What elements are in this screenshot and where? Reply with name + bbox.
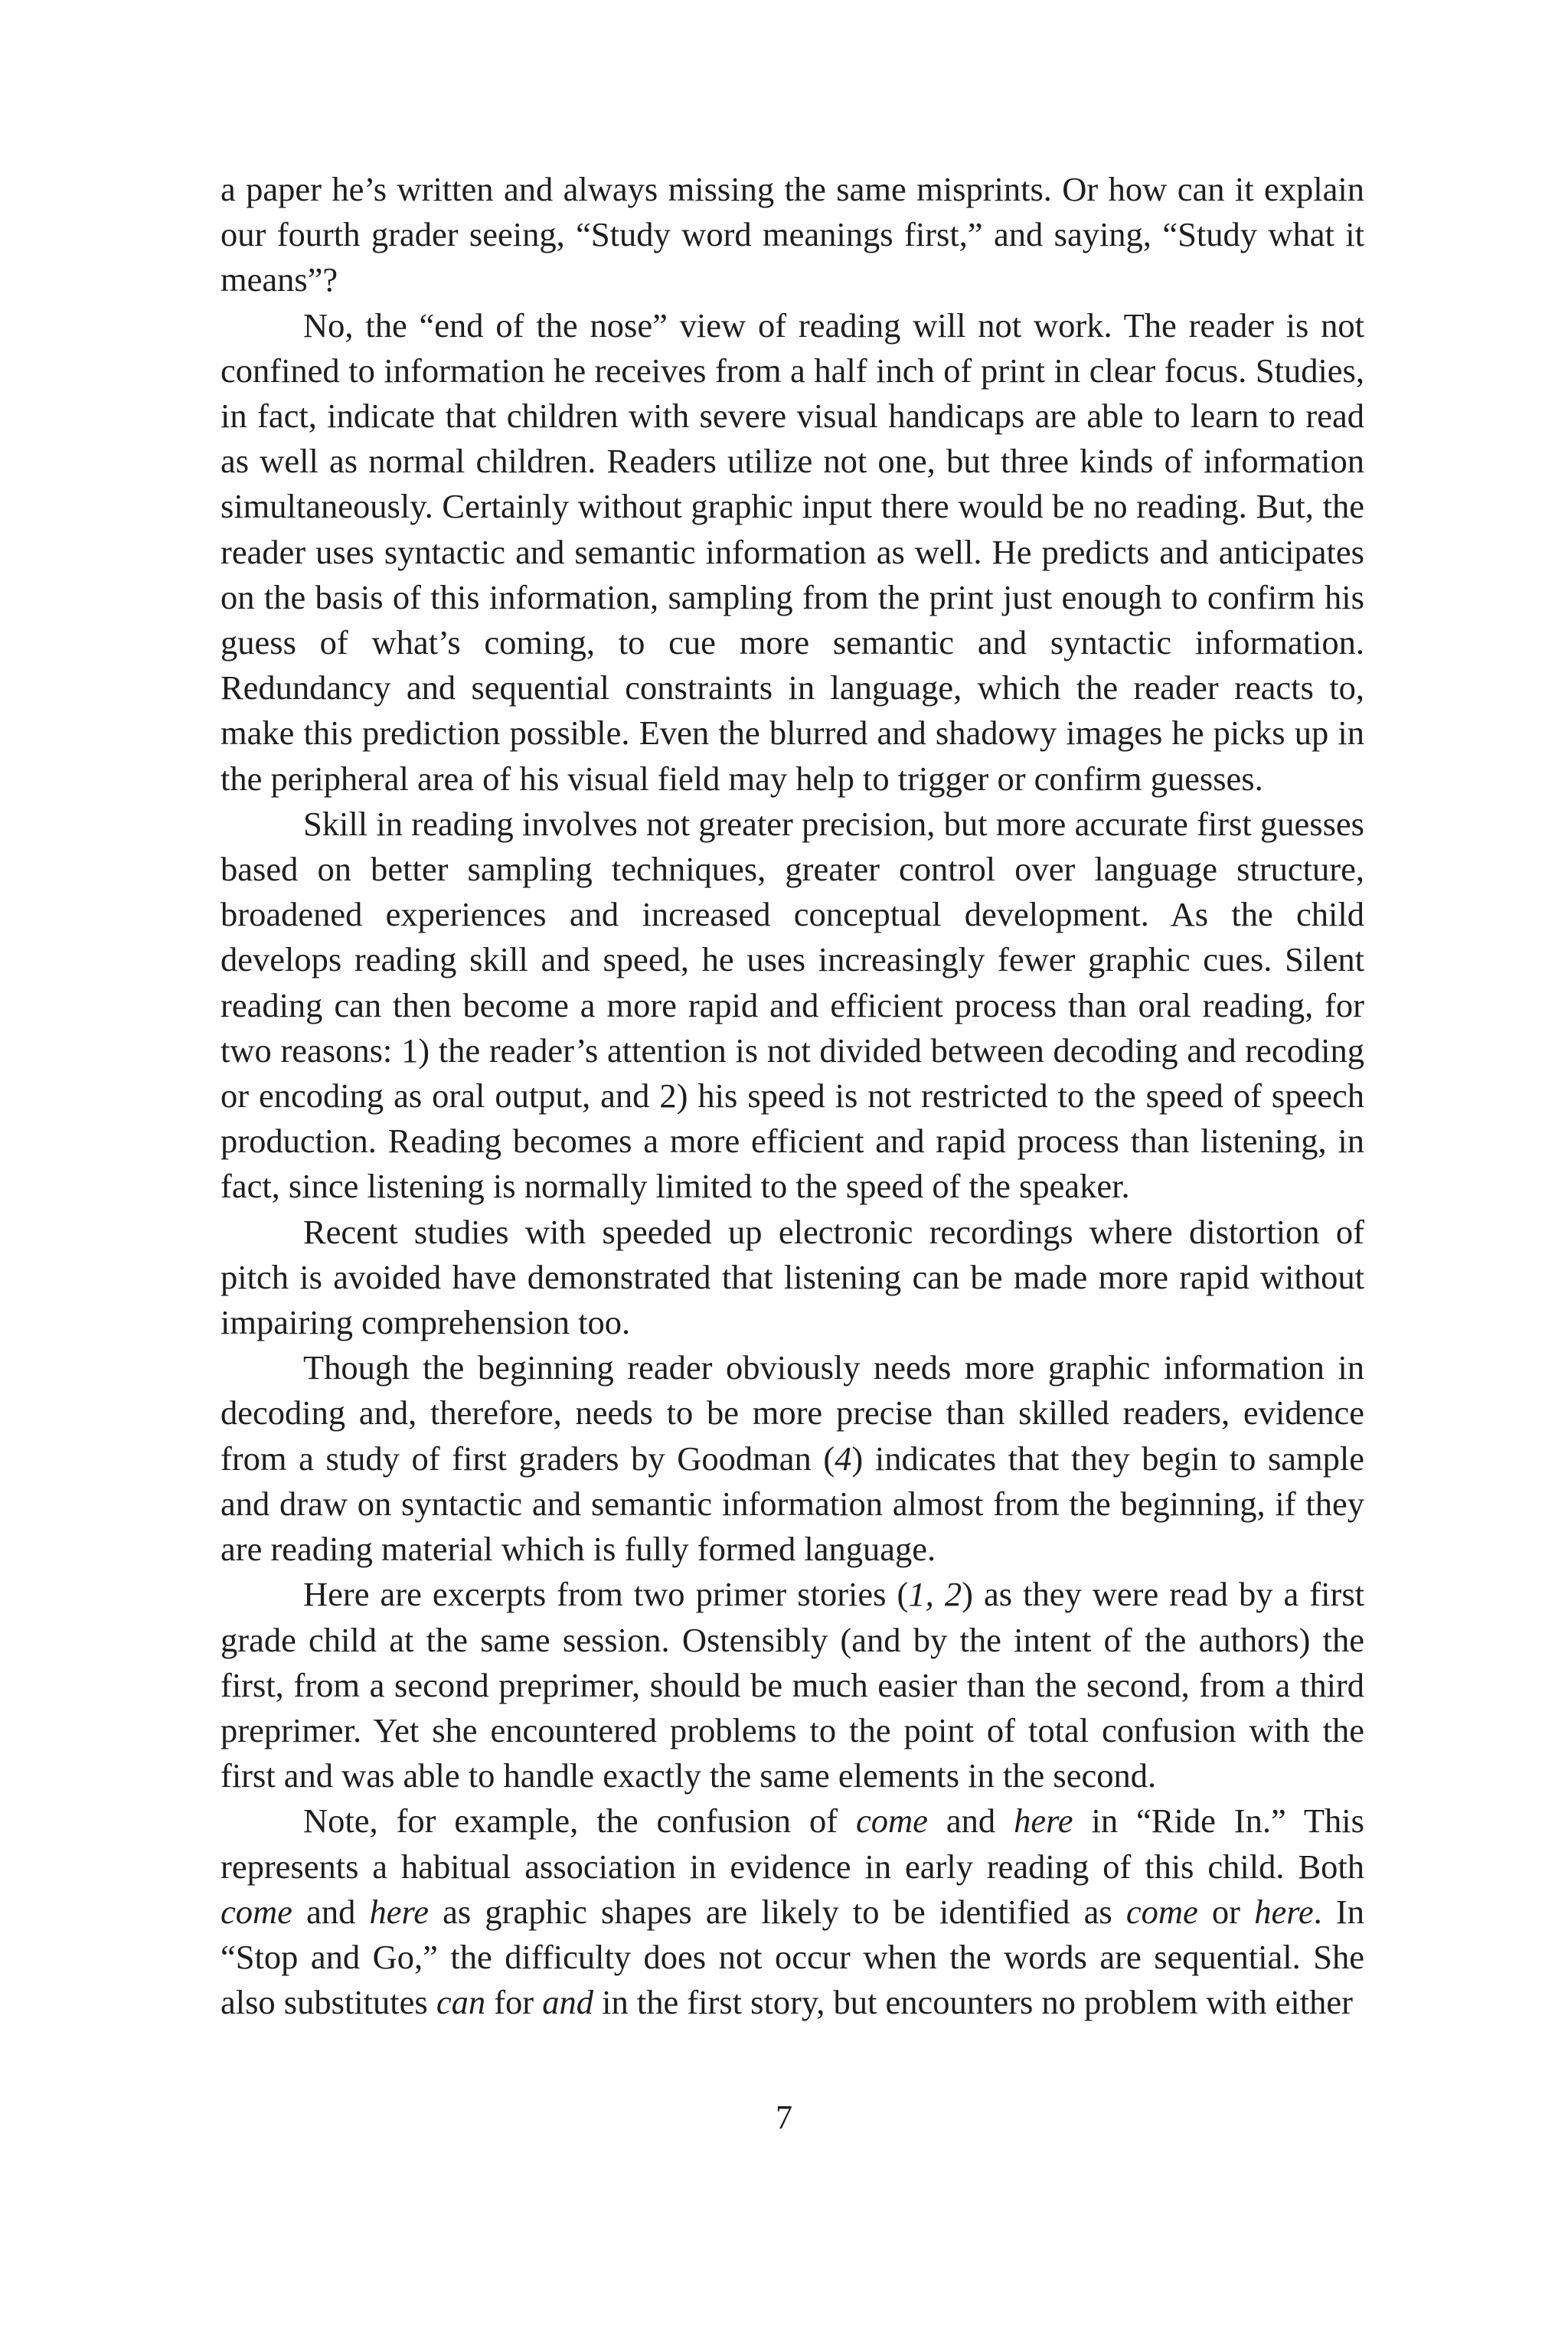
italic-word: can — [436, 1983, 486, 2022]
text-run: . In “Stop and Go,” the difficulty does not occur when the words are sequential. She also substitutes — [220, 1892, 1364, 2022]
paragraph-1: a paper he’s written and always missing the same misprints. Or how can it explain our fourth grader seeing, “Study word meanings first,” and saying, “Study what it means”? — [220, 170, 1364, 299]
italic-word: come — [1125, 1892, 1198, 1931]
text-run: in the first story, but encounters no problem with either — [593, 1983, 1353, 2022]
paragraph-2: No, the “end of the nose” view of reading will not work. The reader is not confined to information he receives from a half inch of print in clear focus. Studies, in fact, indicate that children with severe visual handicaps are able to learn to read as well as normal children. Readers utilize not one, but three kinds of information simultaneously. Certainly without graphic input there would be no reading. But, the reader uses syntactic and semantic information as well. He predicts and anticipates on the basis of this information, sampling from the print just enough to confirm his guess of what’s coming, to cue more semantic and syntactic information. Redundancy and sequential constraints in language, which the reader reacts to, make this prediction possible. Even the blurred and shadowy images he picks up in the peripheral area of his visual field may help to trigger or confirm guesses. — [220, 305, 1364, 798]
text-run: for — [485, 1983, 543, 2022]
paragraph-6 — [220, 1572, 1364, 1798]
text-run: and — [292, 1892, 370, 1931]
italic-word: and — [542, 1983, 593, 2022]
paragraph-4: Recent studies with speeded up electronic recordings where distortion of pitch is avoided have demonstrated that listening can be made more rapid without impairing comprehension too. — [220, 1212, 1364, 1342]
text-run: in “Ride In.” This represents a habitual association in evidence in early reading of this child. Both — [220, 1802, 1364, 1886]
page-number: 7 — [776, 2099, 792, 2136]
citation-ref: 1, 2 — [908, 1575, 962, 1614]
paragraph-5-text-a: Though the beginning reader obviously needs more graphic information in decoding and, therefore, needs to be more precise than skilled readers, evidence from a study of first graders by Goodman ( — [220, 1348, 1364, 1478]
paragraph-3: Skill in reading involves not greater precision, but more accurate first guesses based on better sampling techniques, greater control over language structure, broadened experiences and increased conceptual development. As the child develops reading skill and speed, he uses increasingly fewer graphic cues. Silent reading can then become a more rapid and efficient process than oral reading, for two reasons: 1) the reader’s attention is not divided between decoding and recoding or encoding as oral output, and 2) his speed is not restricted to the speed of speech production. Reading becomes a more efficient and rapid process than listening, in fact, since listening is normally limited to the speed of the speaker. — [220, 804, 1364, 1206]
page-body — [220, 167, 1364, 2025]
italic-word: come — [220, 1892, 292, 1931]
text-run: and — [927, 1802, 1014, 1841]
paragraph-5-text-b: ) indicates that they begin to sample and draw on syntactic and semantic information almost from the beginning, if they are reading material which is fully formed language. — [220, 1439, 1364, 1569]
paragraph-5 — [220, 1345, 1364, 1572]
italic-word: here — [1254, 1892, 1314, 1931]
text-run: Note, for example, the confusion of — [303, 1802, 857, 1841]
citation-ref: 4 — [835, 1439, 852, 1478]
paragraph-6-text-a: Here are excerpts from two primer stories ( — [303, 1575, 909, 1614]
italic-word: here — [369, 1892, 429, 1931]
italic-word: here — [1014, 1802, 1073, 1841]
italic-word: come — [856, 1802, 928, 1841]
paragraph-6-text-b: ) as they were read by a first grade child at the same session. Ostensibly (and by the intent of the authors) the first, from a second preprimer, should be much easier than the second, from a third preprimer. Yet she encountered problems to the point of total confusion with the first and was able to handle exactly the same elements in the second. — [220, 1575, 1365, 1795]
paragraph-7 — [220, 1798, 1364, 2025]
text-run: as graphic shapes are likely to be identified as — [428, 1892, 1126, 1931]
text-run: or — [1197, 1892, 1255, 1931]
